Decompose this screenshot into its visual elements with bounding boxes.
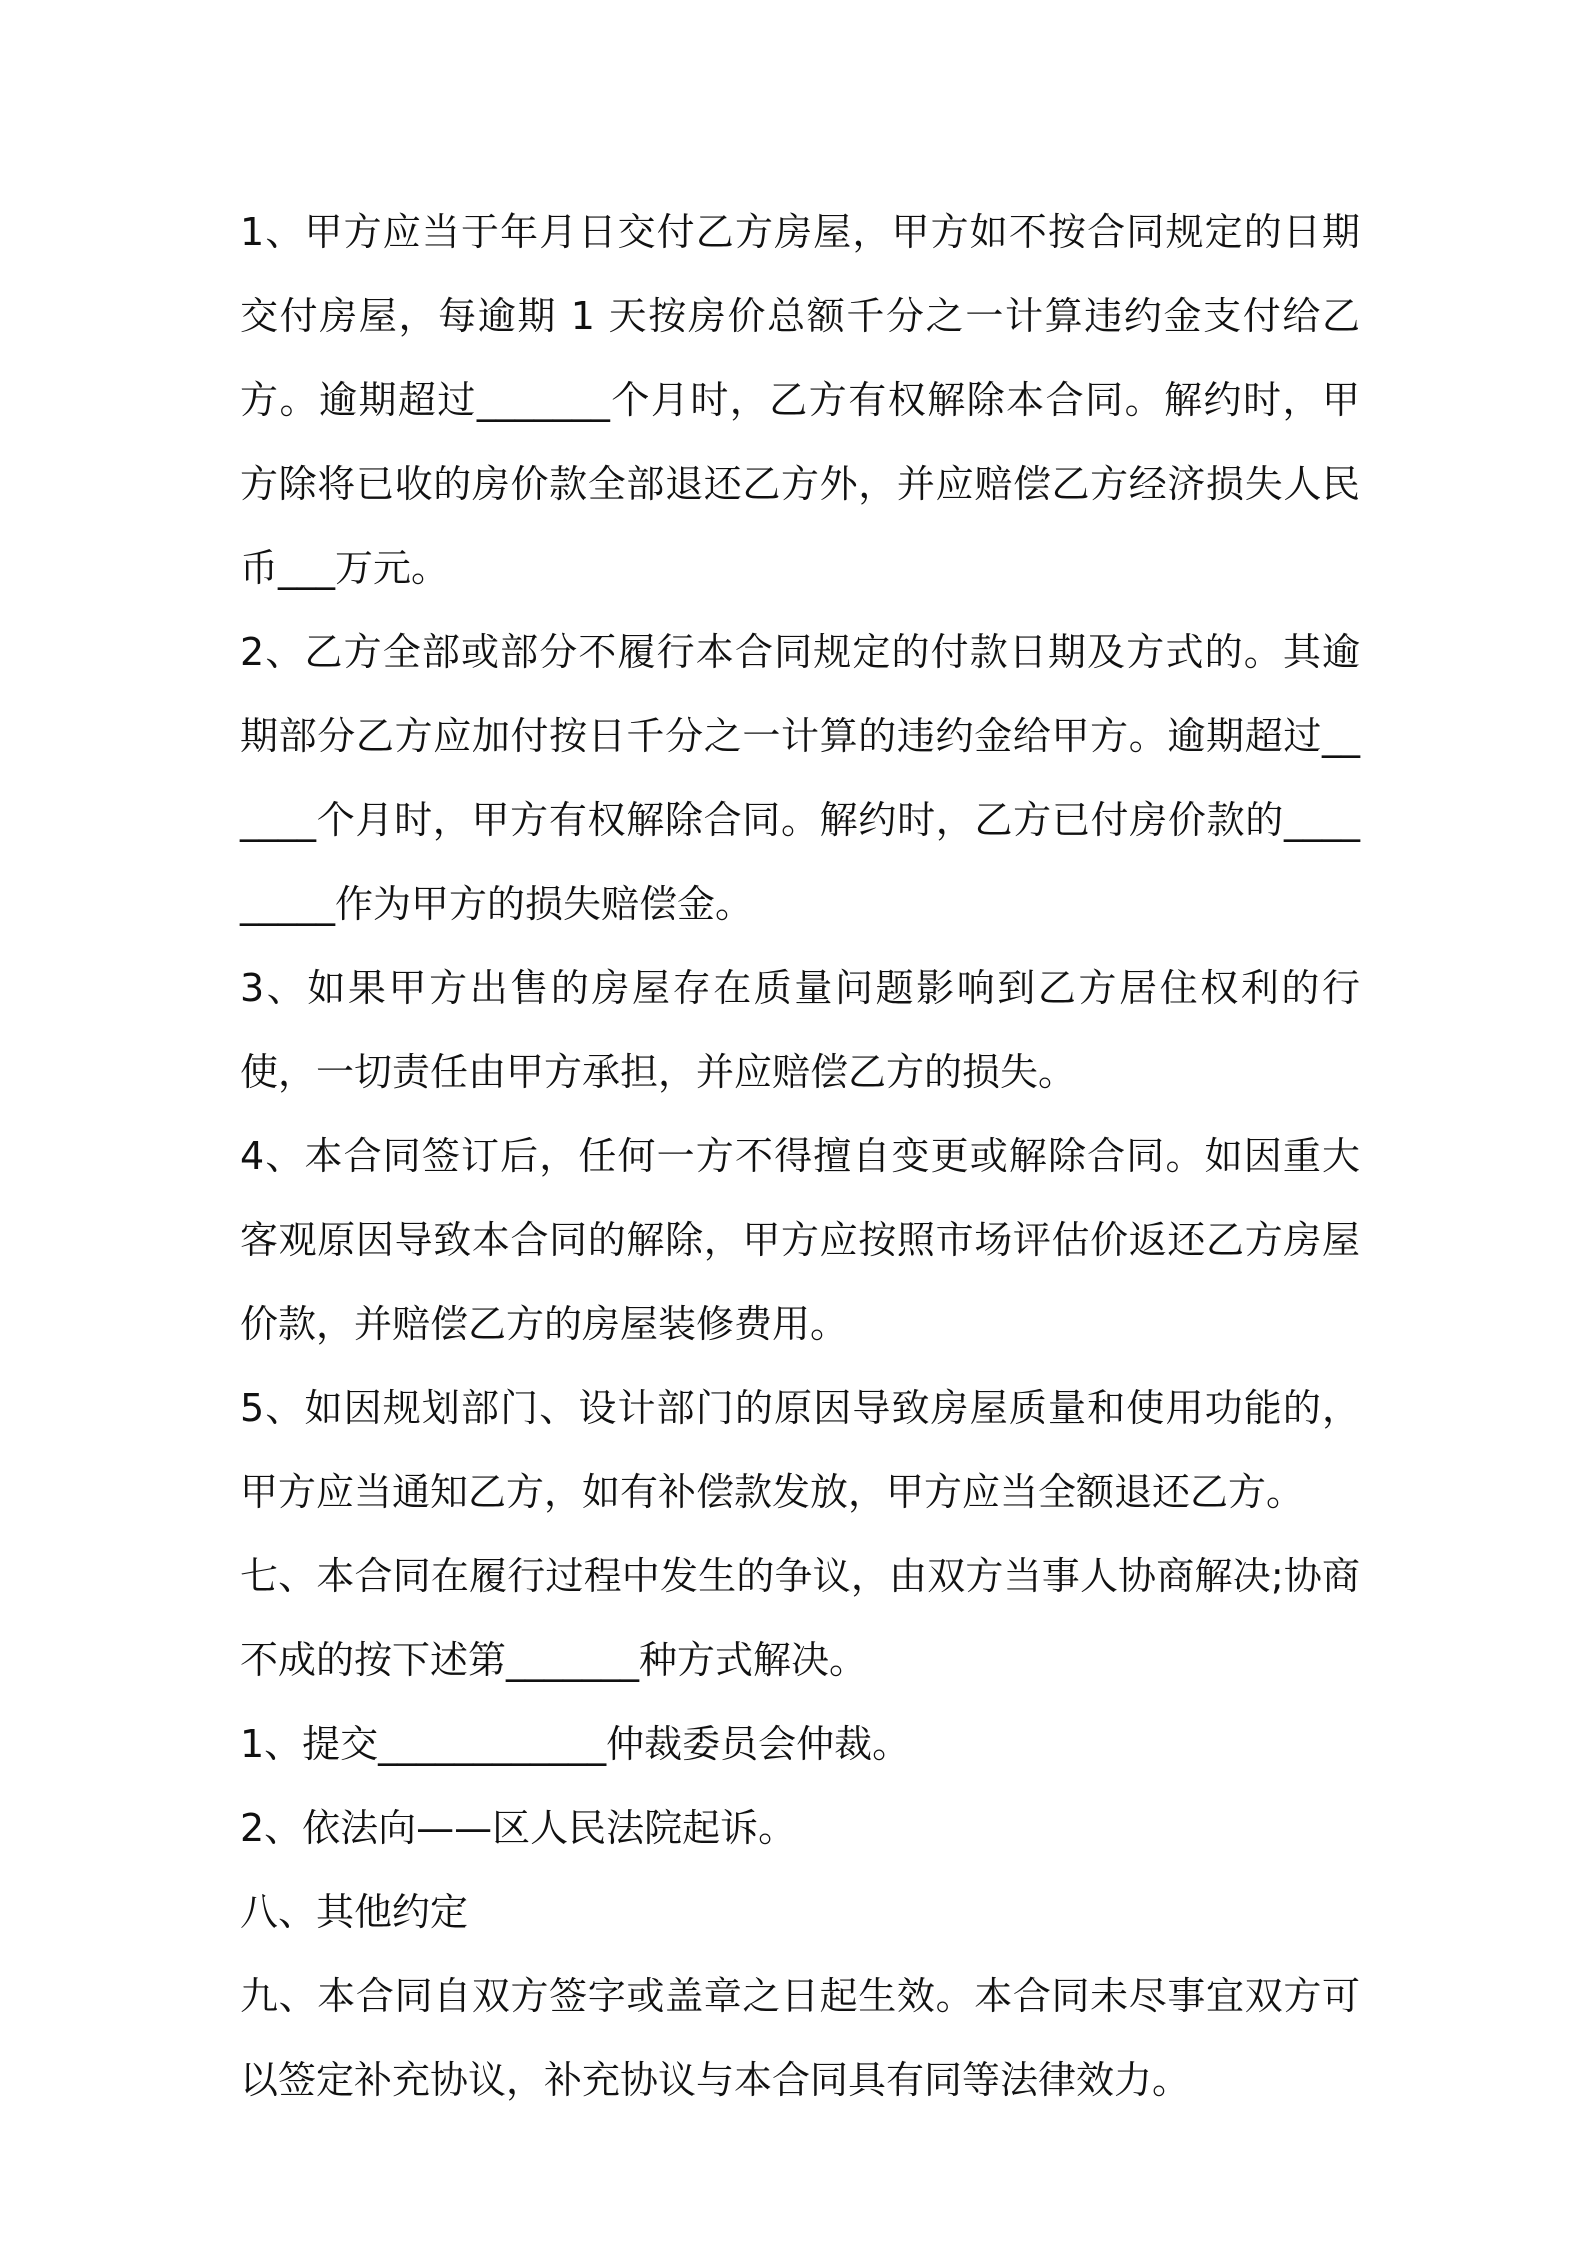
section-9-effective-date: 九、本合同自双方签字或盖章之日起生效。本合同未尽事宜双方可以签定补充协议，补充协议与本合同具有同等法律效力。 — [240, 1974, 1360, 2102]
dispute-option-arbitration: 1、提交____________仲裁委员会仲裁。 — [240, 1722, 911, 1766]
clause-4-contract-change: 4、本合同签订后，任何一方不得擅自变更或解除合同。如因重大客观原因导致本合同的解除，甲方应按照市场评估价返还乙方房屋价款，并赔偿乙方的房屋装修费用。 — [240, 1134, 1360, 1346]
section-8-other-terms: 八、其他约定 — [240, 1890, 469, 1934]
contract-body — [240, 190, 1360, 2122]
clause-1-delivery-breach: 1、甲方应当于年月日交付乙方房屋，甲方如不按合同规定的日期交付房屋，每逾期 1 天按房价总额千分之一计算违约金支付给乙方。逾期超过_______个月时，乙方有权解除本合同。解约时，甲方除将已收的房价款全部退还乙方外，并应赔偿乙方经济损失人民币___万元。 — [240, 210, 1360, 590]
clause-3-quality-issue: 3、如果甲方出售的房屋存在质量问题影响到乙方居住权利的行使，一切责任由甲方承担，并应赔偿乙方的损失。 — [240, 966, 1360, 1094]
clause-5-planning-change: 5、如因规划部门、设计部门的原因导致房屋质量和使用功能的，甲方应当通知乙方，如有补偿款发放，甲方应当全额退还乙方。 — [240, 1386, 1360, 1514]
dispute-option-court: 2、依法向——区人民法院起诉。 — [240, 1806, 797, 1850]
clause-2-payment-breach: 2、乙方全部或部分不履行本合同规定的付款日期及方式的。其逾期部分乙方应加付按日千分之一计算的违约金给甲方。逾期超过______个月时，甲方有权解除合同。解约时，乙方已付房价款的_________作为甲方的损失赔偿金。 — [240, 630, 1360, 926]
section-7-dispute-resolution: 七、本合同在履行过程中发生的争议，由双方当事人协商解决;协商不成的按下述第_______种方式解决。 — [240, 1554, 1360, 1682]
